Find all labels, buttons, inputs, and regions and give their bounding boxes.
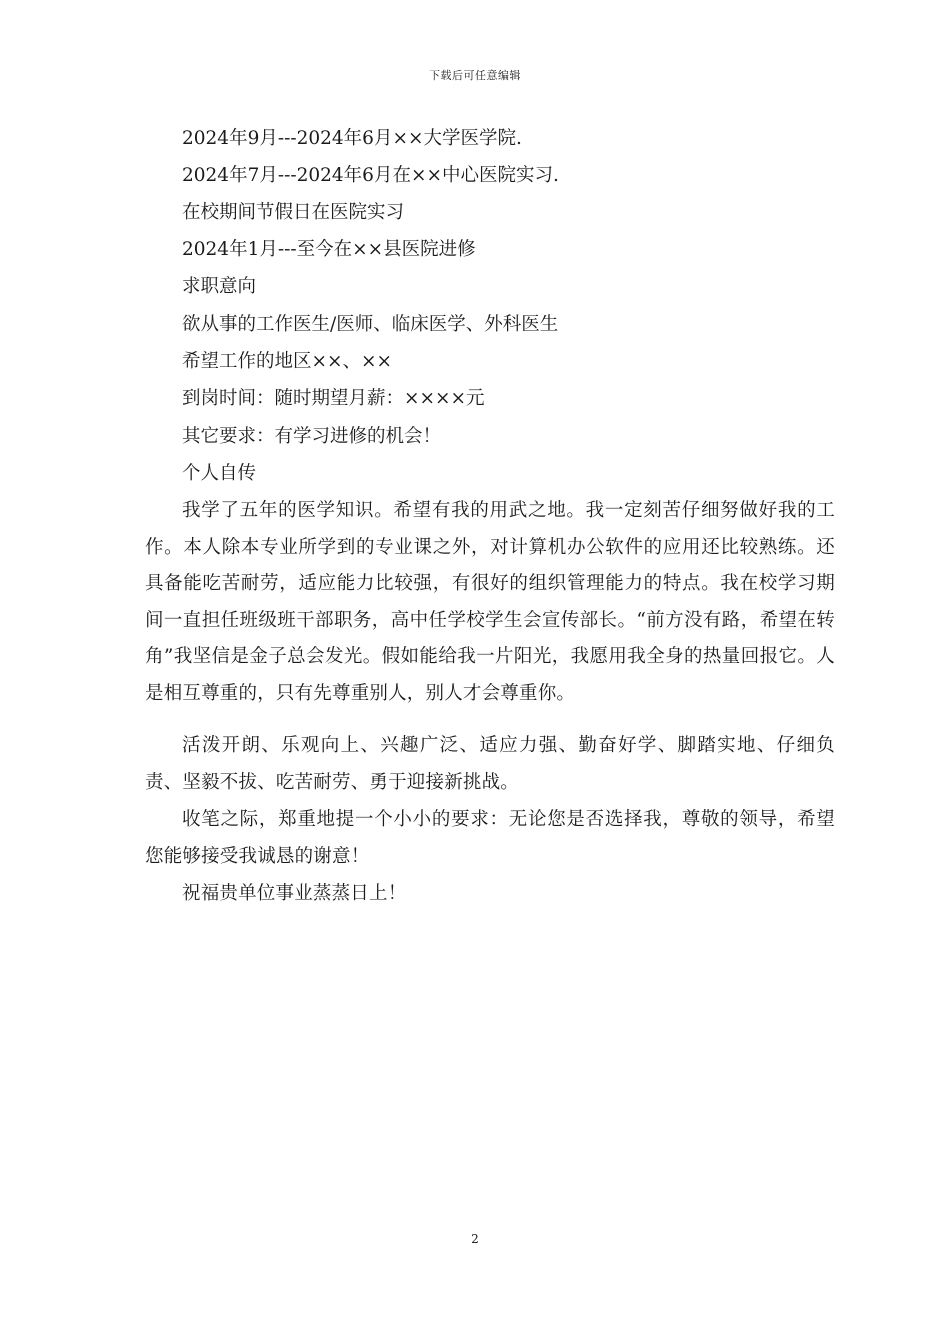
page-number: 2 [471, 1232, 479, 1246]
education-line-university: 2024年9月---2024年6月××大学医学院. [182, 128, 522, 149]
job-intention-location: 希望工作的地区××、×× [182, 351, 393, 372]
job-intention-other-requirements: 其它要求：有学习进修的机会！ [182, 426, 442, 447]
section-heading-job-intention: 求职意向 [182, 276, 257, 297]
education-line-advanced-study: 2024年1月---至今在××县医院进修 [182, 239, 476, 260]
education-line-internship: 2024年7月---2024年6月在××中心医院实习. [182, 165, 559, 186]
closing-wish-paragraph: 祝福贵单位事业蒸蒸日上！ [182, 883, 407, 904]
autobiography-paragraph: 我学了五年的医学知识。希望有我的用武之地。我一定刻苦仔细努做好我的工作。本人除本专业所学到的专业课之外，对计算机办公软件的应用还比较熟练。还具备能吃苦耐劳，适应能力比较强，有很好的组织管理能力的特点。我在校学习期间一直担任班级班干部职务，高中任学校学生会宣传部长。“前方没有路，希望在转角”我坚信是金子总会发光。假如能给我一片阳光，我愿用我全身的热量回报它。人是相互尊重的，只有先尊重别人，别人才会尊重你。 [145, 500, 835, 704]
section-heading-autobiography: 个人自传 [182, 463, 257, 484]
job-intention-start-salary: 到岗时间：随时期望月薪：××××元 [182, 388, 485, 409]
personal-traits-paragraph: 活泼开朗、乐观向上、兴趣广泛、适应力强、勤奋好学、脚踏实地、仔细负责、坚毅不拔、吃苦耐劳、勇于迎接新挑战。 [145, 735, 835, 793]
job-intention-position: 欲从事的工作医生/医师、临床医学、外科医生 [182, 314, 559, 335]
education-line-holiday-internship: 在校期间节假日在医院实习 [182, 202, 405, 223]
closing-request-paragraph: 收笔之际，郑重地提一个小小的要求：无论您是否选择我，尊敬的领导，希望您能够接受我诚恳的谢意！ [145, 809, 835, 867]
page-header: 下载后可任意编辑 [429, 69, 521, 82]
